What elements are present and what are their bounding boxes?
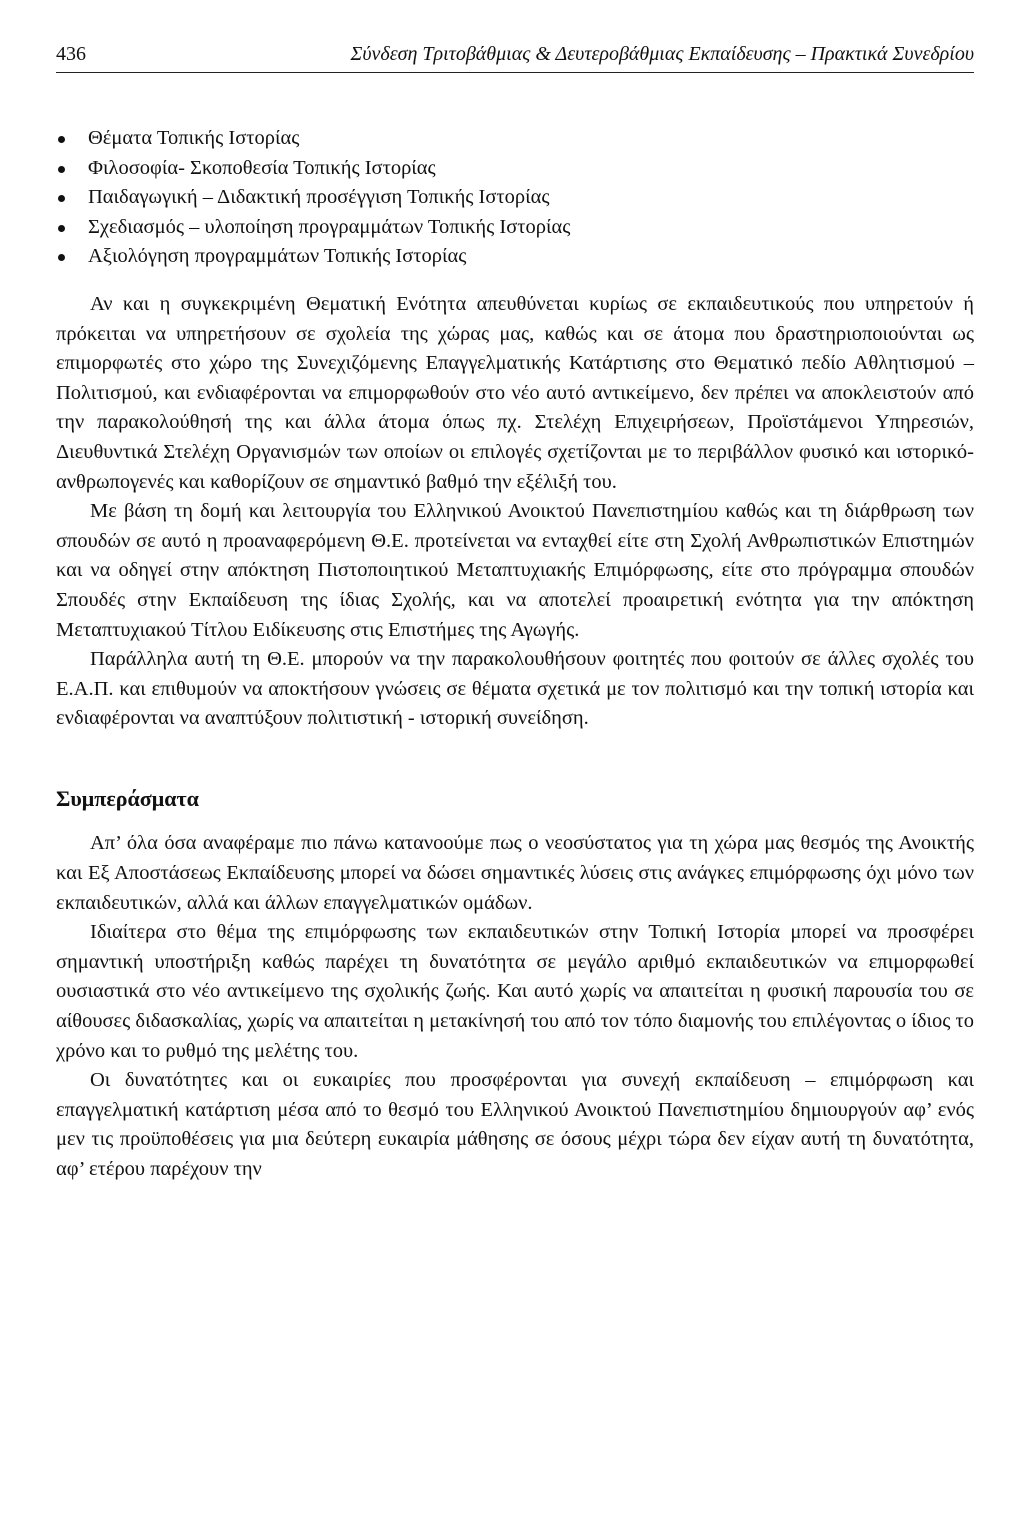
bullet-text: Αξιολόγηση προγραμμάτων Τοπικής Ιστορίας <box>88 245 467 268</box>
body-paragraph: Με βάση τη δομή και λειτουργία του Ελληνικού Ανοικτού Πανεπιστημίου καθώς και τη διάρθρωση των σπουδών σε αυτό η προαναφερόμενη Θ.Ε. προτείνεται να ενταχθεί είτε στη Σχολή Ανθρωπιστικών Επιστημών και να οδηγεί στην απόκτηση Πιστοποιητικού Μεταπτυχιακής Επιμόρφωσης, είτε στο πρόγραμμα σπουδών Σπουδές στην Εκπαίδευση της ίδιας Σχολής, και να αποτελεί προαιρετική ενότητα για την απόκτηση Μεταπτυχιακού Τίτλου Ειδίκευσης στις Επιστήμες της Αγωγής. <box>56 500 974 641</box>
body-paragraph: Παράλληλα αυτή τη Θ.Ε. μπορούν να την παρακολουθήσουν φοιτητές που φοιτούν σε άλλες σχολές του Ε.Α.Π. και επιθυμούν να αποκτήσουν γνώσεις σε θέματα σχετικά με τον πολιτισμό και την τοπική ιστορία και ενδιαφέρονται να αναπτύξουν πολιτιστική - ιστορική συνείδηση. <box>56 648 974 730</box>
bullet-text: Φιλοσοφία- Σκοποθεσία Τοπικής Ιστορίας <box>88 156 436 179</box>
bullet-item <box>56 242 974 272</box>
page-body <box>56 124 974 1185</box>
bullet-dot-icon <box>58 166 65 173</box>
bullet-text: Σχεδιασμός – υλοποίηση προγραμμάτων Τοπικής Ιστορίας <box>88 215 571 238</box>
running-title: Σύνδεση Τριτοβάθμιας & Δευτεροβάθμιας Εκπαίδευσης – Πρακτικά Συνεδρίου <box>350 43 974 65</box>
bullet-dot-icon <box>58 254 65 261</box>
bullet-item <box>56 213 974 243</box>
bullet-item <box>56 154 974 184</box>
bullet-text: Θέματα Τοπικής Ιστορίας <box>88 127 300 149</box>
bullet-text: Παιδαγωγική – Διδακτική προσέγγιση Τοπικής Ιστορίας <box>88 186 550 209</box>
section-heading: Συμπεράσματα <box>56 785 199 811</box>
page-number: 436 <box>56 43 86 65</box>
bullet-dot-icon <box>58 136 65 143</box>
body-paragraph: Οι δυνατότητες και οι ευκαιρίες που προσφέρονται για συνεχή εκπαίδευση – επιμόρφωση και επαγγελματική κατάρτιση μέσα από το θεσμό του Ελληνικού Ανοικτού Πανεπιστημίου δημιουργούν αφ’ ενός μεν τις προϋποθέσεις για μια δεύτερη ευκαιρία μάθησης σε όσους μέχρι τώρα δεν είχαν αυτή τη δυνατότητα, αφ’ ετέρου παρέχουν την <box>56 1069 974 1180</box>
bullet-dot-icon <box>58 225 65 232</box>
body-paragraph: Αν και η συγκεκριμένη Θεματική Ενότητα απευθύνεται κυρίως σε εκπαιδευτικούς που υπηρετούν ή πρόκειται να υπηρετήσουν σε σχολεία της χώρας μας, καθώς και σε άτομα που δραστηριοποιούνται ως επιμορφωτές στο χώρο της Συνεχιζόμενης Επαγγελματικής Κατάρτισης στο Θεματικό πεδίο Αθλητισμού – Πολιτισμού, και ενδιαφέρονται να επιμορφωθούν στο νέο αυτό αντικείμενο, δεν πρέπει να αποκλειστούν από την παρακολούθησή της και άλλα άτομα όπως πχ. Στελέχη Επιχειρήσεων, Προϊστάμενοι Υπηρεσιών, Διευθυντικά Στελέχη Οργανισμών των οποίων οι επιλογές σχετίζονται με το περιβάλλον φυσικό και ιστορικό-ανθρωπογενές και καθορίζουν σε σημαντικό βαθμό την εξέλιξή του. <box>56 292 974 493</box>
bullet-dot-icon <box>58 195 65 202</box>
body-paragraph: Απ’ όλα όσα αναφέραμε πιο πάνω κατανοούμε πως ο νεοσύστατος για τη χώρα μας θεσμός της Ανοικτής και Εξ Αποστάσεως Εκπαίδευσης μπορεί να δώσει σημαντικές λύσεις στις ανάγκες επιμόρφωσης όχι μόνο των εκπαιδευτικών, αλλά και άλλων επαγγελματικών ομάδων. <box>56 832 974 914</box>
page-header <box>56 40 974 73</box>
bullet-item <box>56 124 974 154</box>
bullet-item <box>56 183 974 213</box>
body-paragraph: Ιδιαίτερα στο θέμα της επιμόρφωσης των εκπαιδευτικών στην Τοπική Ιστορία μπορεί να προσφέρει σημαντική υποστήριξη καθώς παρέχει τη δυνατότητα σε μεγάλο αριθμό εκπαιδευτικών να επιμορφωθεί ουσιαστικά στο νέο αντικείμενο της σχολικής ζωής. Και αυτό χωρίς να απαιτείται η φυσική παρουσία του σε αίθουσες διδασκαλίας, χωρίς να απαιτείται η μετακίνησή του από τον τόπο διαμονής του επιλέγοντας ο ίδιος το χρόνο και το ρυθμό της μελέτης του. <box>56 921 974 1062</box>
topic-bullet-list <box>56 124 974 272</box>
